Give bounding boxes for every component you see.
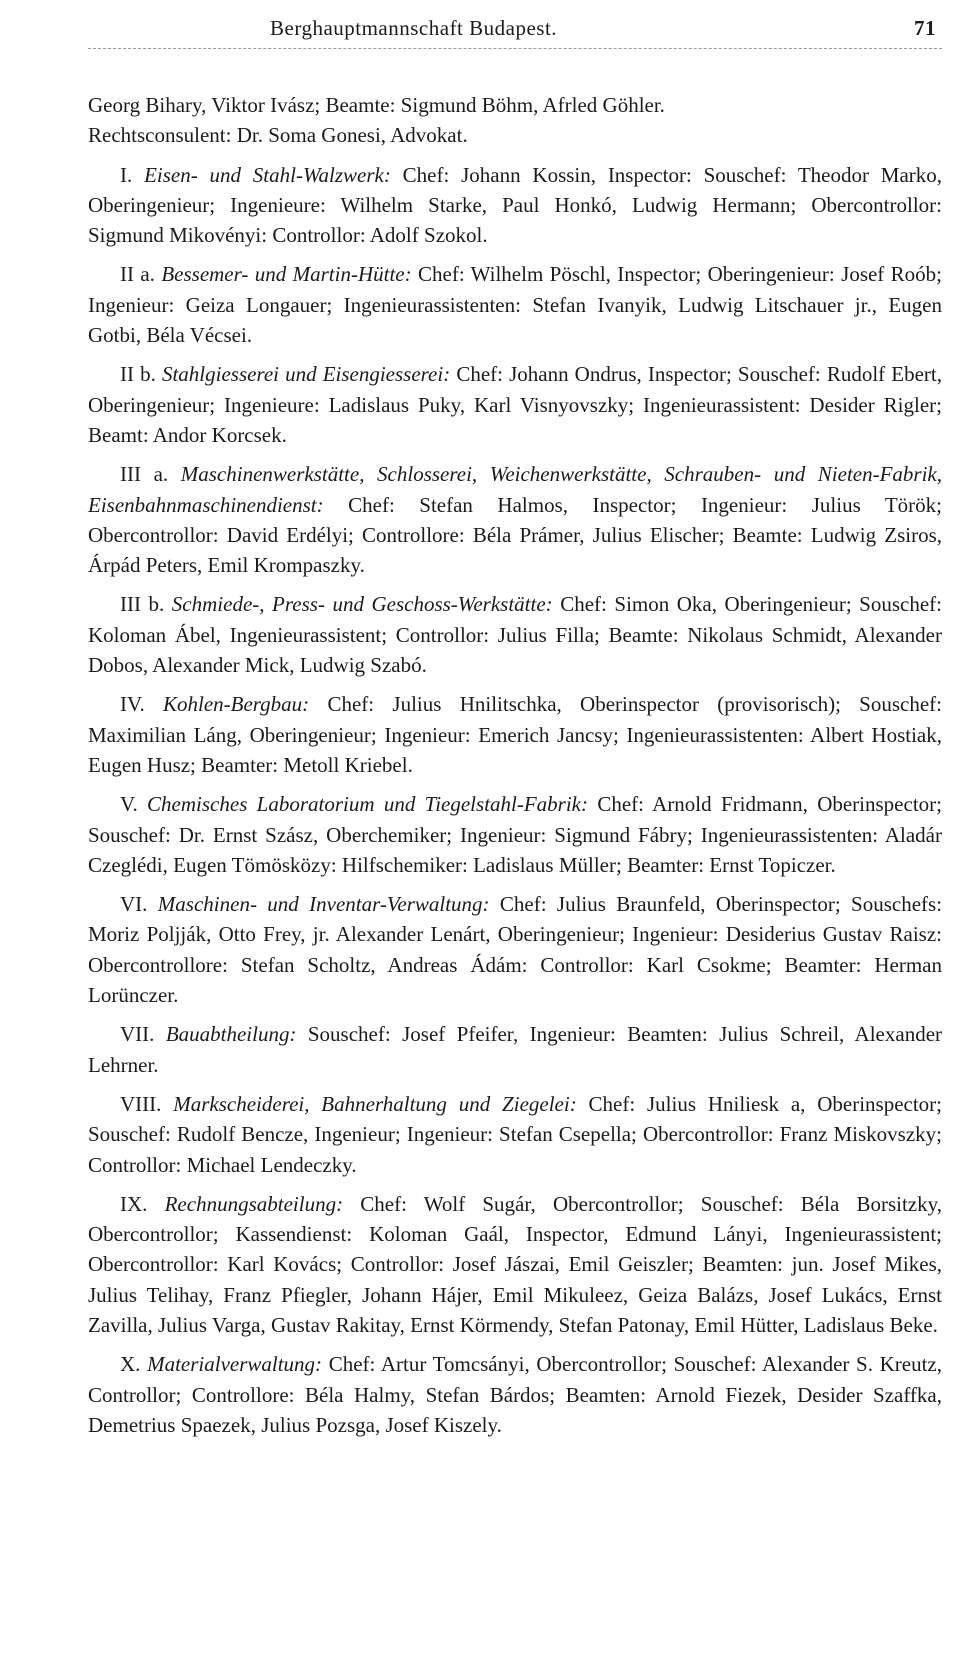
paragraph — [88, 120, 942, 150]
section-heading: Schmiede-, Press- und Geschoss-Werkstätte: — [171, 592, 553, 617]
paragraph-text: Georg Bihary, Viktor Ivász; Beamte: Sigmund Böhm, Afrled Göhler. — [88, 93, 665, 117]
section-paragraph — [88, 789, 942, 880]
paragraph — [88, 90, 942, 120]
section-label: III a. — [120, 462, 169, 487]
header-rule — [88, 48, 942, 49]
section-paragraph — [88, 160, 942, 251]
section-text: Chef: Simon Oka, Oberingenieur; Souschef: Koloman Ábel, Ingenieurassistent; Controllor: Julius Filla; Beamte: Nikolaus Schmidt, Alexander Dobos, Alexander Mick, Ludwig Szabó. — [88, 592, 943, 678]
section-label: III b. — [120, 592, 165, 617]
body-text — [88, 90, 942, 1440]
section-heading: Bessemer- und Martin-Hütte: — [161, 262, 412, 287]
section-paragraph — [88, 589, 942, 680]
paragraph-text: Rechtsconsulent: Dr. Soma Gonesi, Advokat. — [88, 123, 468, 148]
section-text: Chef: Johann Kossin, Inspector: Souschef: Theodor Marko, Oberingenieur; Ingenieure: Wilhelm Starke, Paul Honkó, Ludwig Hermann; Obercontrollor: Sigmund Mikovényi: Controllor: Adolf Szokol. — [88, 162, 943, 248]
section-paragraph — [88, 459, 942, 580]
section-text: Chef: Artur Tomcsányi, Obercontrollor; Souschef: Alexander S. Kreutz, Controllor; Controllore: Béla Halmy, Stefan Bárdos; Beamten: Arnold Fiezek, Desider Szaffka, Demetrius Spaezek, Julius Pozsga, Josef Kiszely. — [88, 1352, 943, 1437]
section-paragraph — [88, 1189, 942, 1340]
section-label: VIII. — [120, 1091, 162, 1116]
section-label: II a. — [120, 262, 155, 287]
section-paragraph — [88, 689, 942, 780]
section-text: Chef: Wolf Sugár, Obercontrollor; Souschef: Béla Borsitzky, Obercontrollor; Kassendienst: Koloman Gaál, Inspector, Edmund Lányi, Ingenieurassistent; Obercontrollor: Karl Kovács; Controllor: Josef Jászai, Emil Geiszler; Beamten: jun. Josef Mikes, Julius Telihay, Franz Pfiegler, Johann Hájer, Emil Mikuleez, Geiza Balázs, Josef Lukács, Ernst Zavilla, Julius Varga, Gustav Rakitay, Ernst Körmendy, Stefan Patonay, Emil Hütter, Ladislaus Beke. — [88, 1191, 943, 1337]
section-paragraph — [88, 1349, 942, 1440]
section-label: I. — [120, 162, 133, 187]
section-text: Chef: Arnold Fridmann, Oberinspector; Souschef: Dr. Ernst Szász, Oberchemiker; Ingenieur: Sigmund Fábry; Ingenieurassistenten: Aladár Czeglédi, Eugen Tömösközy: Hilfschemiker: Ladislaus Müller; Beamter: Ernst Topiczer. — [88, 792, 942, 877]
section-paragraph — [88, 359, 942, 450]
section-label: IV. — [120, 692, 145, 717]
section-heading: Chemisches Laboratorium und Tiegelstahl-Fabrik: — [147, 792, 588, 817]
section-heading: Maschinenwerkstätte, Schlosserei, Weichenwerkstätte, Schrauben- und Nieten-Fabrik, Eisenbahnmaschinendienst: — [88, 462, 942, 517]
section-label: X. — [120, 1352, 141, 1377]
section-text: Chef: Johann Ondrus, Inspector; Souschef: Rudolf Ebert, Oberingenieur; Ingenieure: Ladislaus Puky, Karl Visnyovszky; Ingenieurassistent: Desider Rigler; Beamt: Andor Korcsek. — [88, 362, 943, 447]
section-text: Chef: Julius Braunfeld, Oberinspector; Souschefs: Moriz Poljják, Otto Frey, jr. Alexander Lenárt, Oberingenieur; Ingenieur: Desiderius Gustav Raisz: Obercontrollore: Stefan Scholtz, Andreas Ádám: Controllor: Karl Csokme; Beamter: Herman Lorünczer. — [88, 892, 943, 1008]
section-label: VI. — [120, 892, 148, 917]
page-number: 71 — [914, 16, 936, 40]
running-header — [88, 12, 942, 52]
section-text: Chef: Wilhelm Pöschl, Inspector; Oberingenieur: Josef Roób; Ingenieur: Geiza Longauer; Ingenieurassistenten: Stefan Ivanyik, Ludwig Litschauer jr., Eugen Gotbi, Béla Vécsei. — [88, 262, 943, 348]
section-text: Souschef: Josef Pfeifer, Ingenieur: Beamten: Julius Schreil, Alexander Lehrner. — [88, 1022, 943, 1077]
section-label: IX. — [120, 1191, 148, 1216]
section-label: II b. — [120, 362, 156, 387]
section-paragraph — [88, 259, 942, 350]
section-text: Chef: Stefan Halmos, Inspector; Ingenieur: Julius Török; Obercontrollor: David Erdélyi; Controllore: Béla Prámer, Julius Elischer; Beamte: Ludwig Zsiros, Árpád Peters, Emil Krompaszky. — [88, 492, 943, 578]
section-heading: Markscheiderei, Bahnerhaltung und Ziegelei: — [173, 1091, 577, 1116]
section-paragraph — [88, 889, 942, 1010]
section-heading: Eisen- und Stahl-Walzwerk: — [144, 162, 391, 187]
section-heading: Maschinen- und Inventar-Verwaltung: — [157, 892, 490, 917]
section-label: V. — [120, 792, 138, 817]
header-title: Berghauptmannschaft Budapest. — [270, 16, 558, 40]
section-text: Chef: Julius Hnilitschka, Oberinspector (provisorisch); Souschef: Maximilian Láng, Oberingenieur; Ingenieur: Emerich Jancsy; Ingenieurassistenten: Albert Hostiak, Eugen Husz; Beamter: Metoll Kriebel. — [88, 692, 943, 777]
section-heading: Kohlen-Bergbau: — [162, 692, 310, 717]
section-label: VII. — [120, 1022, 155, 1047]
section-heading: Materialverwaltung: — [147, 1352, 323, 1377]
section-text: Chef: Julius Hniliesk a, Oberinspector; Souschef: Rudolf Bencze, Ingenieur; Ingenieur: Stefan Csepella; Obercontrollor: Franz Miskovszky; Controllor: Michael Lendeczky. — [88, 1091, 943, 1177]
section-paragraph — [88, 1019, 942, 1080]
section-heading: Rechnungsabteilung: — [164, 1191, 344, 1216]
section-heading: Stahlgiesserei und Eisengiesserei: — [161, 362, 451, 387]
section-heading: Bauabtheilung: — [165, 1022, 297, 1047]
section-paragraph — [88, 1089, 942, 1180]
